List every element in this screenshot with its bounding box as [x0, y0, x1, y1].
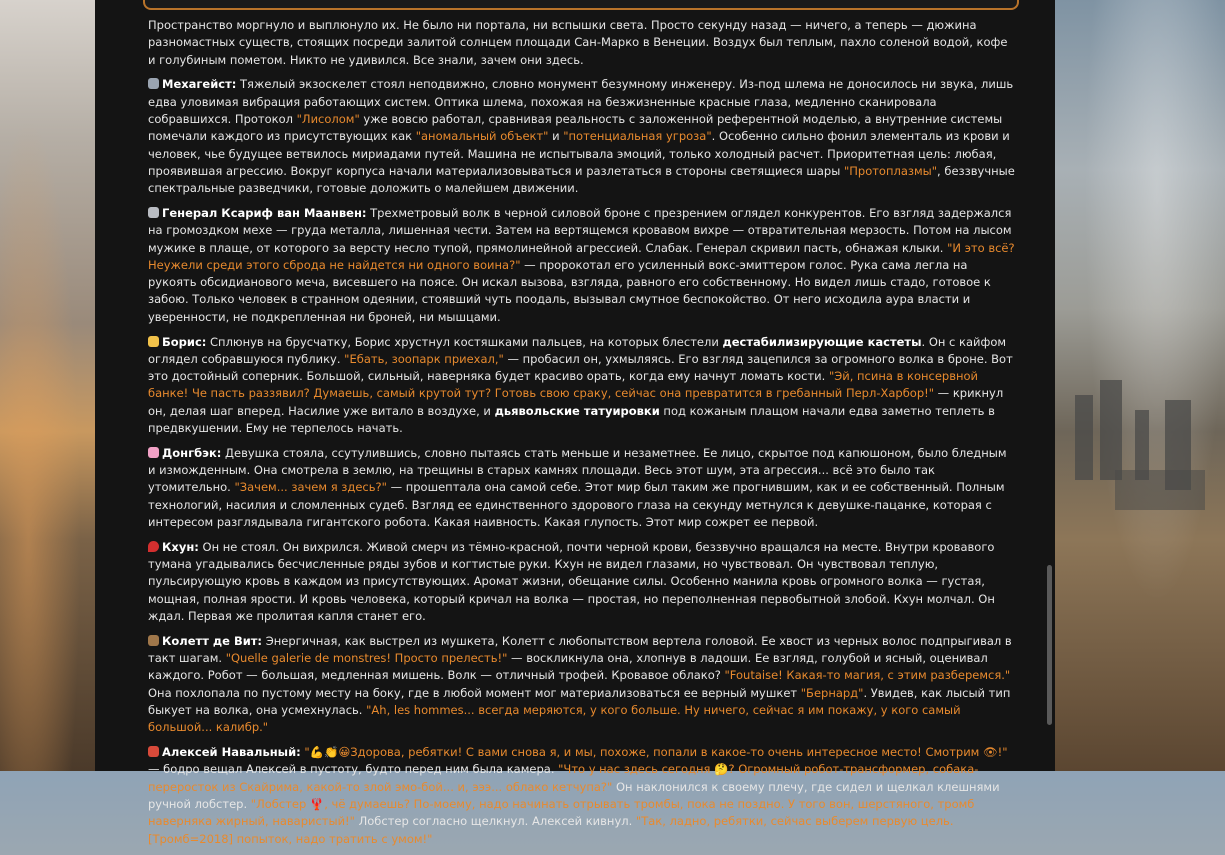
dongbek-paragraph: Донгбэк: Девушка стояла, ссутулившись, словно пытаясь стать меньше и незаметнее. Ее лицо, скрытое под капюшоном, было бледным и изможденным. Она смотрела в землю, на трещины в старых камнях площади. Весь этот шум, эта агрессия... всё это было так утомительно. "Зачем... зачем я здесь?" — прошептала она самой себе. Этот мир был таким же прогнившим, как и ее собственный. Полным технологий, насилия и сломленных судеб. Взгляд ее единственного здорового глаза на секунду метнулся к девушке-пацанке, которая с интересом разглядывала гигантского робота. Какая наивность. Какая глупость. Этот мир сожрет ее первой.	[148, 445, 1007, 530]
general-paragraph: Генерал Ксариф ван Маанвен: Трехметровый волк в черной силовой броне с презрением оглядел конкурентов. Его взгляд задержался на громоздком мехе — груда металла, лишенная чести. Затем на вертящемся кровавом вихре — отвратительная мерзость. Потом на лысом мужике в плаще, от которого за версту несло тупой, прямолинейной агрессией. Слабак. Генерал скривил пасть, обнажая клыки. "И это всё? Неужели среди этого сброда не найдется ни одного воина?" — пророкотал его усиленный вокс-эмиттером голос. Рука сама легла на рукоять обсидианового меча, висевшего на поясе. Он искал вызова, взгляда, равного его собственному. Но видел лишь стадо, готовое к забою. Только человек в странном одеянии, стоявший чуть поодаль, вызывал смутное беспокойство. От него исходила аура власти и уверенности, не подкрепленная ни броней, ни мышцами.	[148, 205, 1015, 324]
boris-paragraph: Борис: Сплюнув на брусчатку, Борис хрустнул костяшками пальцев, на которых блестели дестабилизирующие кастеты. Он с кайфом оглядел собравшуюся публику. "Ебать, зоопарк приехал," — пробасил он, ухмыляясь. Его взгляд зацепился за огромного волка в броне. Вот это достойный соперник. Большой, сильный, наверняка будет красиво орать, когда ему начнут ломать кости. "Эй, псина в консервной банке! Че пасть раззявил? Думаешь, самый крутой тут? Готовь свою сраку, сейчас она превратится в гребанный Перл-Харбор!" — крикнул он, делая шаг вперед. Насилие уже витало в воздухе, и дьявольские татуировки под кожаным плащом начали едва заметно теплеть в предвкушении. Ему не терпелось начать.	[148, 334, 1013, 436]
background-right	[1055, 0, 1225, 771]
lobster-icon	[148, 746, 159, 757]
cherry-blossom-icon	[148, 447, 159, 458]
musket-icon	[148, 635, 159, 646]
intro-paragraph: Пространство моргнуло и выплюнуло их. Не было ни портала, ни вспышки света. Просто секунду назад — ничего, а теперь — дюжина разномастных существ, стоящих посреди залитой солнцем площади Сан-Марко в Венеции. Воздух был теплым, пахло соленой водой, кофе и голубиным пометом. Никто не удивился. Все знали, зачем они здесь.	[148, 18, 1008, 67]
colette-paragraph: Колетт де Вит: Энергичная, как выстрел из мушкета, Колетт с любопытством вертела головой. Ее хвост из черных волос подпрыгивал в такт шагам. "Quelle galerie de monstres! Просто прелесть!" — воскликнула она, хлопнув в ладоши. Ее взгляд, голубой и ясный, оценивал каждого. Робот — большая, медленная мишень. Волк — отличный трофей. Кровавое облако? "Foutaise! Какая-то магия, с этим разберемся." Она похлопала по пустому месту на боку, где в любой момент мог материализоваться ее верный мушкет "Бернард". Увидев, как лысый тип быкует на волка, она усмехнулась. "Ah, les hommes... всегда меряются, у кого больше. Ну ничего, сейчас я им покажу, у кого самый большой... калибр."	[148, 633, 1012, 735]
wolf-face-icon	[148, 207, 159, 218]
scrollbar-thumb[interactable]	[1047, 565, 1052, 725]
fist-icon	[148, 336, 159, 347]
alexei-paragraph: Алексей Навальный: "💪👏😀Здорова, ребятки! С вами снова я, и мы, похоже, попали в какое-то очень интересное место! Смотрим 👁!" — бодро вещал Алексей в пустоту, будто перед ним была камера. "Что у нас здесь сегодня 🤔? Огромный робот-трансформер, собака-переросток из Скайрима, какой-то злой эмо-бой... и, эээ... облако кетчупа?" Он наклонился к своему плечу, где сидел и щелкал клешнями ручной лобстер. "Лобстер 🦞, чё думаешь? По-моему, надо начинать отрывать тромбы, пока не поздно. У того вон, шерстяного, тромб наверняка жирный, наваристый!" Лобстер согласно щелкнул. Алексей кивнул. "Так, ладно, ребятки, сейчас выберем первую цель. [Тромб=2018] попыток, надо тратить с умом!"	[148, 745, 1008, 846]
mechageist-paragraph: Мехагейст: Тяжелый экзоскелет стоял неподвижно, словно монумент безумному инженеру. Из-под шлема не доносилось ни звука, лишь едва уловимая вибрация работающих систем. Оптика шлема, похожая на безжизненные красные глаза, медленно сканировала собравшихся. Протокол "Лисолом" уже вовсю работал, сравнивая реальность с заложенной референтной моделью, а внутренние системы помечали каждого из присутствующих как "аномальный объект" и "потенциальная угроза". Особенно сильно фонил элементаль из крови и человек, чье будущее ветвилось мириадами путей. Машина не испытывала эмоций, только холодный расчет. Приоритетная цель: любая, проявившая агрессию. Вокруг корпуса начали материализовываться и разлетаться в стороны светящиеся шары "Протоплазмы", беззвучные спектральные разведчики, готовые доложить о малейшем движении.	[148, 77, 1015, 196]
message-input-edge[interactable]	[143, 0, 1019, 10]
blood-drop-icon	[148, 541, 159, 552]
khun-paragraph: Кхун: Он не стоял. Он вихрился. Живой смерч из тёмно-красной, почти черной крови, беззвучно вращался на месте. Внутри кровавого тумана угадывались бесчисленные ряды зубов и когтистые руки. Кхун не видел глазами, но чувствовал. Он чувствовал теплую, пульсирующую кровь в каждом из присутствующих. Аромат жизни, обещание силы. Особенно манила кровь огромного волка — густая, мощная, полная ярости. И кровь человека, который кричал на волка — простая, но переполненная первобытной злобой. Кхун молчал. Он ждал. Первая же пролитая капля станет его.	[148, 539, 995, 623]
background-left	[0, 0, 95, 771]
chat-panel	[95, 0, 1055, 846]
robot-face-icon	[148, 78, 159, 89]
story-content	[148, 17, 1016, 855]
